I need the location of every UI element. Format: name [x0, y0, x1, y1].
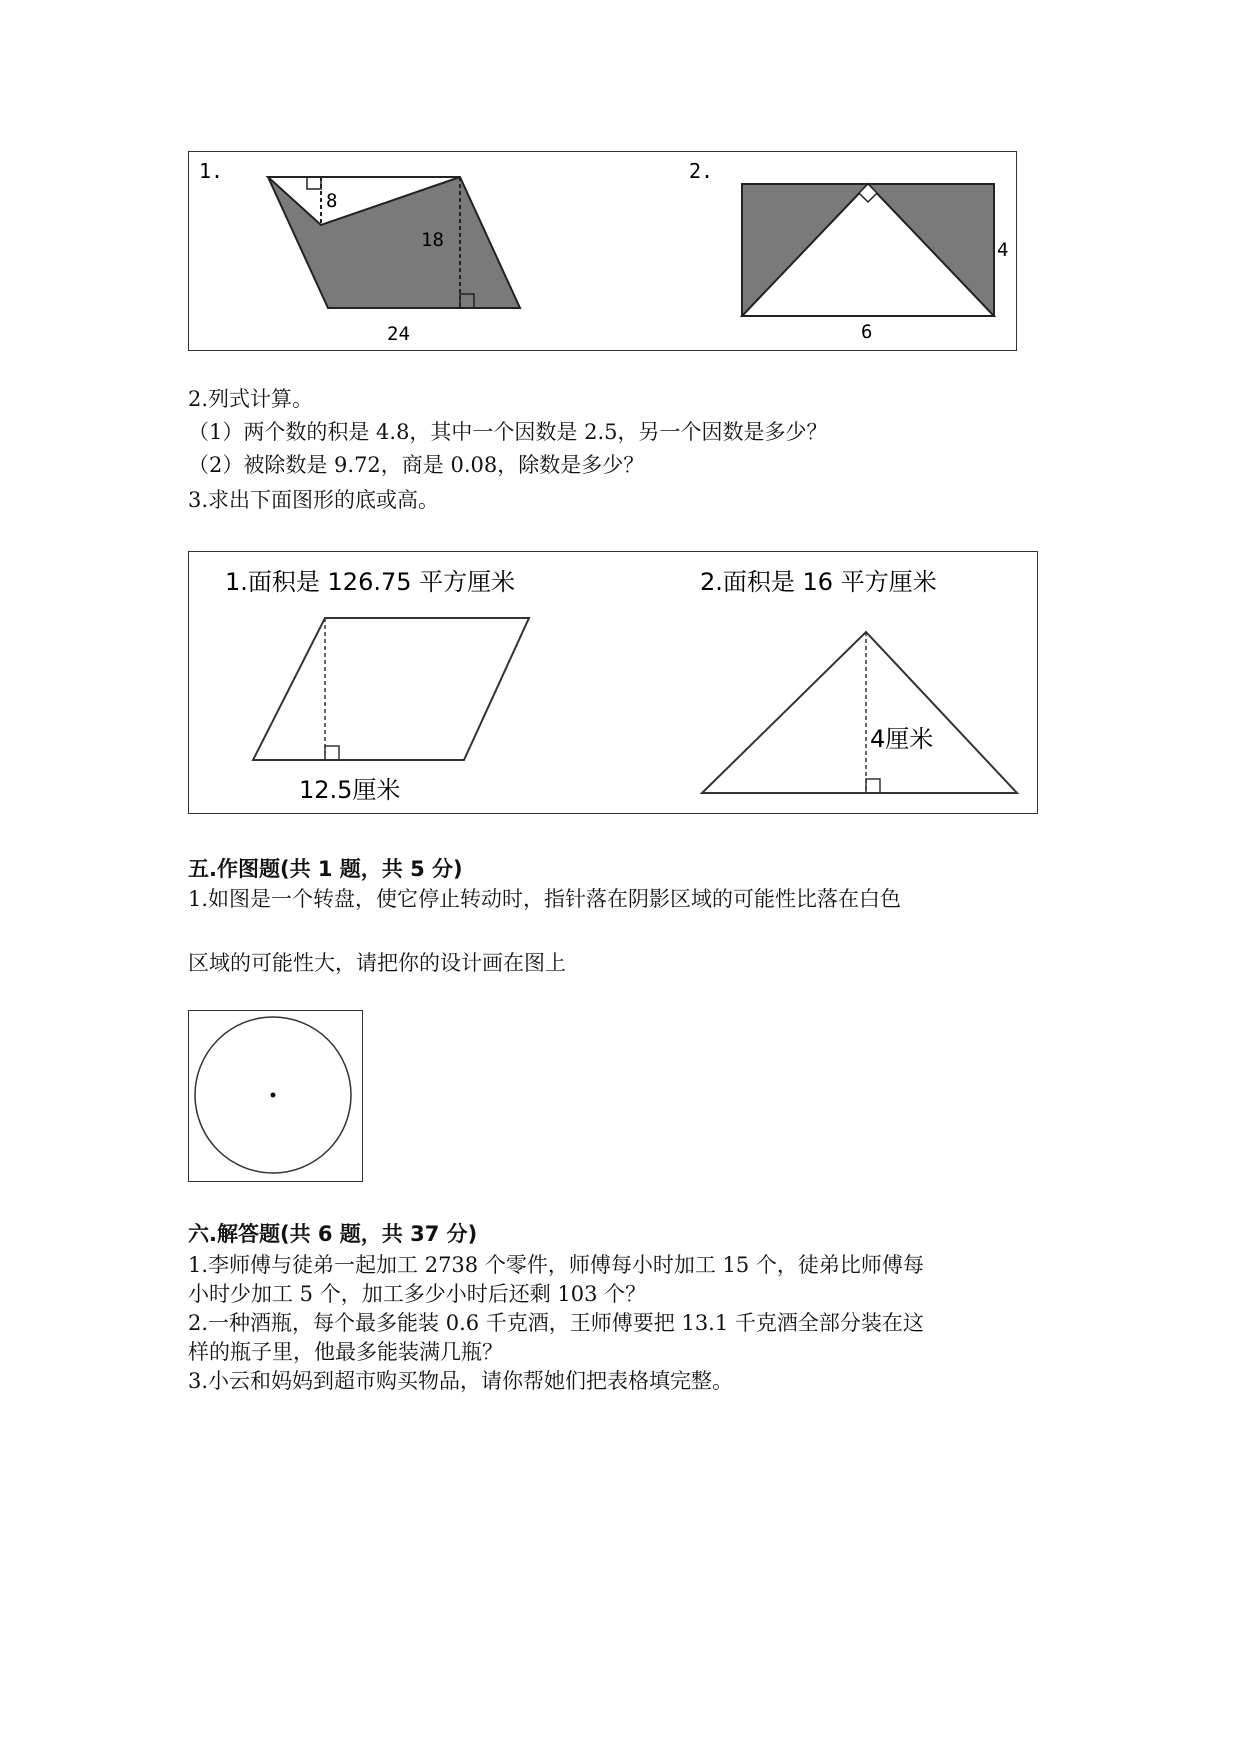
- figure-shaded-area-box: [188, 151, 1017, 351]
- rect-base-value: 6: [861, 321, 873, 343]
- triangle-outline: [702, 632, 1017, 793]
- left-figure-caption: 1.面积是 126.75 平方厘米: [225, 568, 516, 596]
- right-angle-mark: [325, 746, 339, 760]
- spinner-center-dot: [271, 1093, 276, 1098]
- shaded-area-figures: [189, 152, 1018, 352]
- section6-q1-line1: 1.李师傅与徒弟一起加工 2738 个零件，师傅每小时加工 15 个，徒弟比师傅每: [188, 1253, 924, 1277]
- base-height-figures: [189, 552, 1039, 815]
- spinner-figure: [189, 1011, 364, 1183]
- section5-heading: 五.作图题(共 1 题，共 5 分): [188, 857, 463, 881]
- rect-height-value: 4: [997, 239, 1009, 261]
- right-figure-caption: 2.面积是 16 平方厘米: [700, 568, 937, 596]
- section6-q2-line1: 2.一种酒瓶，每个最多能装 0.6 千克酒，王师傅要把 13.1 千克酒全部分装在这: [188, 1311, 924, 1335]
- q2-item2: （2）被除数是 9.72，商是 0.08，除数是多少？: [188, 453, 645, 477]
- figure-right-label: 2.: [689, 159, 714, 183]
- triangle-height-label: 4厘米: [870, 725, 934, 753]
- figure-left-label: 1.: [199, 159, 224, 183]
- base-value: 24: [387, 323, 410, 345]
- section5-q1-line2: 区域的可能性大，请把你的设计画在图上: [188, 951, 566, 975]
- q2-item1: （1）两个数的积是 4.8，其中一个因数是 2.5，另一个因数是多少？: [188, 420, 828, 444]
- parallelogram-base-label: 12.5厘米: [299, 776, 401, 804]
- section6-q3: 3.小云和妈妈到超市购买物品，请你帮她们把表格填完整。: [188, 1369, 734, 1393]
- q3-title: 3.求出下面图形的底或高。: [188, 488, 440, 512]
- large-height-value: 18: [421, 229, 444, 251]
- small-height-value: 8: [326, 190, 338, 212]
- figure-base-height-box: [188, 551, 1038, 814]
- section6-q2-line2: 样的瓶子里，他最多能装满几瓶？: [188, 1340, 503, 1364]
- right-angle-mark: [866, 779, 880, 793]
- section6-q1-line2: 小时少加工 5 个，加工多少小时后还剩 103 个？: [188, 1282, 647, 1306]
- q2-title: 2.列式计算。: [188, 387, 314, 411]
- section5-q1-line1: 1.如图是一个转盘，使它停止转动时，指针落在阴影区域的可能性比落在白色: [188, 887, 902, 911]
- parallelogram-outline: [253, 618, 529, 760]
- section6-heading: 六.解答题(共 6 题，共 37 分): [188, 1222, 478, 1246]
- spinner-drawing-box: [188, 1010, 363, 1182]
